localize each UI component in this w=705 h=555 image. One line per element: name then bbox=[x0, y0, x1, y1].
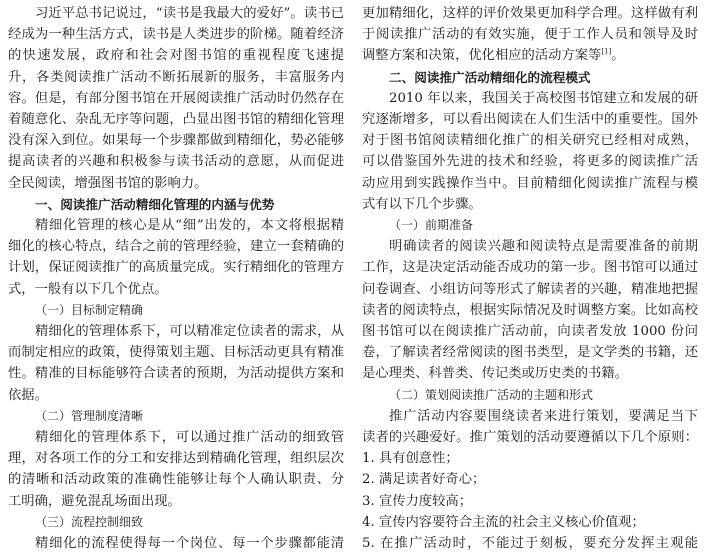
right-paragraph-line: 动应用到实践操作当中。目前精细化阅读推广流程与模 bbox=[362, 175, 698, 191]
left-paragraph-line: 全民阅读，增强图书馆的影响力。 bbox=[8, 175, 208, 191]
left-paragraph-line: 容。但是，有部分图书馆在开展阅读推广活动时仍然存在 bbox=[8, 90, 344, 106]
right-paragraph-line: 明确读者的阅读兴趣和阅读特点是需要准备的前期 bbox=[389, 239, 698, 255]
citation-marker: [1] bbox=[601, 47, 612, 56]
left-paragraph-line: 精细化的管理体系下，可以精准定位读者的需求，从 bbox=[35, 324, 344, 339]
left-paragraph-line: 精细化管理的核心是从“细”出发的，本文将根据精 bbox=[35, 218, 344, 233]
left-paragraph-line: 的清晰和活动政策的准确性能够让每个人确认职责、分 bbox=[8, 472, 344, 488]
left-paragraph-line: 细化的核心特点，结合之前的管理经验，建立一套精确的 bbox=[8, 239, 344, 255]
right-paragraph-line: 对于图书馆阅读精细化推广的相关研究已经相对成熟， bbox=[362, 133, 698, 149]
left-paragraph-line: 升，各类阅读推广活动不断拓展新的服务，丰富服务内 bbox=[8, 69, 344, 85]
right-paragraph-line: 1. 具有创意性； bbox=[362, 451, 459, 467]
right-paragraph-line: 卷，了解读者经常阅读的图书类型，是文学类的书籍，还 bbox=[362, 345, 698, 361]
left-paragraph-line: 工明确，避免混乱场面出现。 bbox=[8, 493, 181, 509]
left-paragraph-line: 的快速发展，政府和社会对图书馆的重视程度飞速提 bbox=[8, 48, 344, 64]
right-paragraph-line: 是心理类、科普类、传记类或历史类的书籍。 bbox=[362, 366, 628, 382]
right-paragraph-line: 5. 在推广活动时，不能过于刻板，要充分发挥主观能 bbox=[362, 536, 698, 551]
right-paragraph-line: 3. 宣传力度较高； bbox=[362, 493, 472, 509]
right-paragraph-line: 式有以下几个步骤。 bbox=[362, 196, 482, 212]
right-paragraph-line: 读者的阅读特点，根据实际情况及时调整方案。比如高校 bbox=[362, 302, 698, 318]
left-paragraph-line: 式，一般有以下几个优点。 bbox=[8, 281, 168, 297]
right-paragraph-line: 2. 满足读者好奇心； bbox=[362, 472, 486, 488]
right-paragraph-line: 图书馆可以在阅读推广活动前，向读者发放 1000 份问 bbox=[362, 324, 698, 339]
right-paragraph-line: 问卷调查、小组访问等形式了解读者的兴趣，精准地把握 bbox=[362, 281, 698, 297]
right-paragraph-line: 2010 年以来，我国关于高校图书馆建立和发展的研 bbox=[389, 90, 698, 106]
right-paragraph-line: 究逐渐增多，可以看出阅读在人们生活中的重要性。国外 bbox=[362, 112, 698, 127]
subsection-heading: （一）前期准备 bbox=[389, 218, 474, 232]
right-paragraph-line: 推广活动内容要围绕读者来进行策划，要满足当下 bbox=[389, 408, 698, 424]
left-paragraph-line: 理，对各项工作的分工和安排达到精确化管理，组织层次 bbox=[8, 451, 344, 467]
right-paragraph-line: 可以借鉴国外先进的技术和经验，将更多的阅读推广活 bbox=[362, 154, 698, 170]
section-heading: 一、阅读推广活动精细化管理的内涵与优势 bbox=[35, 196, 275, 212]
right-paragraph-line: 工作，这是决定活动能否成功的第一步。图书馆可以通过 bbox=[362, 260, 698, 276]
left-paragraph-line: 性。精准的目标能够符合读者的预期，为活动提供方案和 bbox=[8, 366, 344, 382]
section-heading: 二、阅读推广活动精细化的流程模式 bbox=[389, 69, 591, 85]
left-paragraph-line: 提高读者的兴趣和积极参与读书活动的意愿，从而促进 bbox=[8, 154, 344, 170]
left-paragraph-line: 经成为一种生活方式，读书是人类进步的阶梯。随着经济 bbox=[8, 27, 344, 43]
left-paragraph-line: 计划，保证阅读推广的高质量完成。实行精细化的管理方 bbox=[8, 260, 344, 276]
subsection-heading: （二）策划阅读推广活动的主题和形式 bbox=[389, 387, 594, 402]
right-paragraph-line: 于阅读推广活动的有效实施，便于工作人员和领导及时 bbox=[362, 27, 698, 43]
left-paragraph-line: 而制定相应的政策，使得策划主题、目标活动更具有精准 bbox=[8, 345, 344, 361]
subsection-heading: （一）目标制定精确 bbox=[35, 302, 144, 317]
left-paragraph-line: 精细化的管理体系下，可以通过推广活动的细致管 bbox=[35, 430, 344, 445]
subsection-heading: （二）管理制度清晰 bbox=[35, 408, 144, 423]
left-paragraph-line: 精细化的流程使得每一个岗位、每一个步骤都能清 bbox=[35, 536, 344, 551]
right-paragraph-line: 更加精细化，这样的评价效果更加科学合理。这样做有利 bbox=[362, 6, 698, 21]
subsection-heading: （三）流程控制细致 bbox=[35, 514, 144, 529]
left-paragraph-line: 着随意化、杂乱无序等问题，凸显出图书馆的精细化管理 bbox=[8, 112, 344, 127]
right-paragraph-line: 读者的兴趣爱好。推广策划的活动要遵循以下几个原则： bbox=[362, 430, 698, 445]
right-paragraph-line: 4. 宣传内容要符合主流的社会主义核心价值观； bbox=[362, 514, 645, 530]
right-paragraph-line: 调整方案和决策，优化相应的活动方案等[1]。 bbox=[362, 47, 625, 64]
left-paragraph-line: 没有深入到位。如果每一个步骤都做到精细化，势必能够 bbox=[8, 133, 344, 149]
left-paragraph-line: 依据。 bbox=[8, 387, 48, 403]
left-paragraph-line: 习近平总书记说过，“读书是我最大的爱好”。读书已 bbox=[35, 6, 344, 21]
